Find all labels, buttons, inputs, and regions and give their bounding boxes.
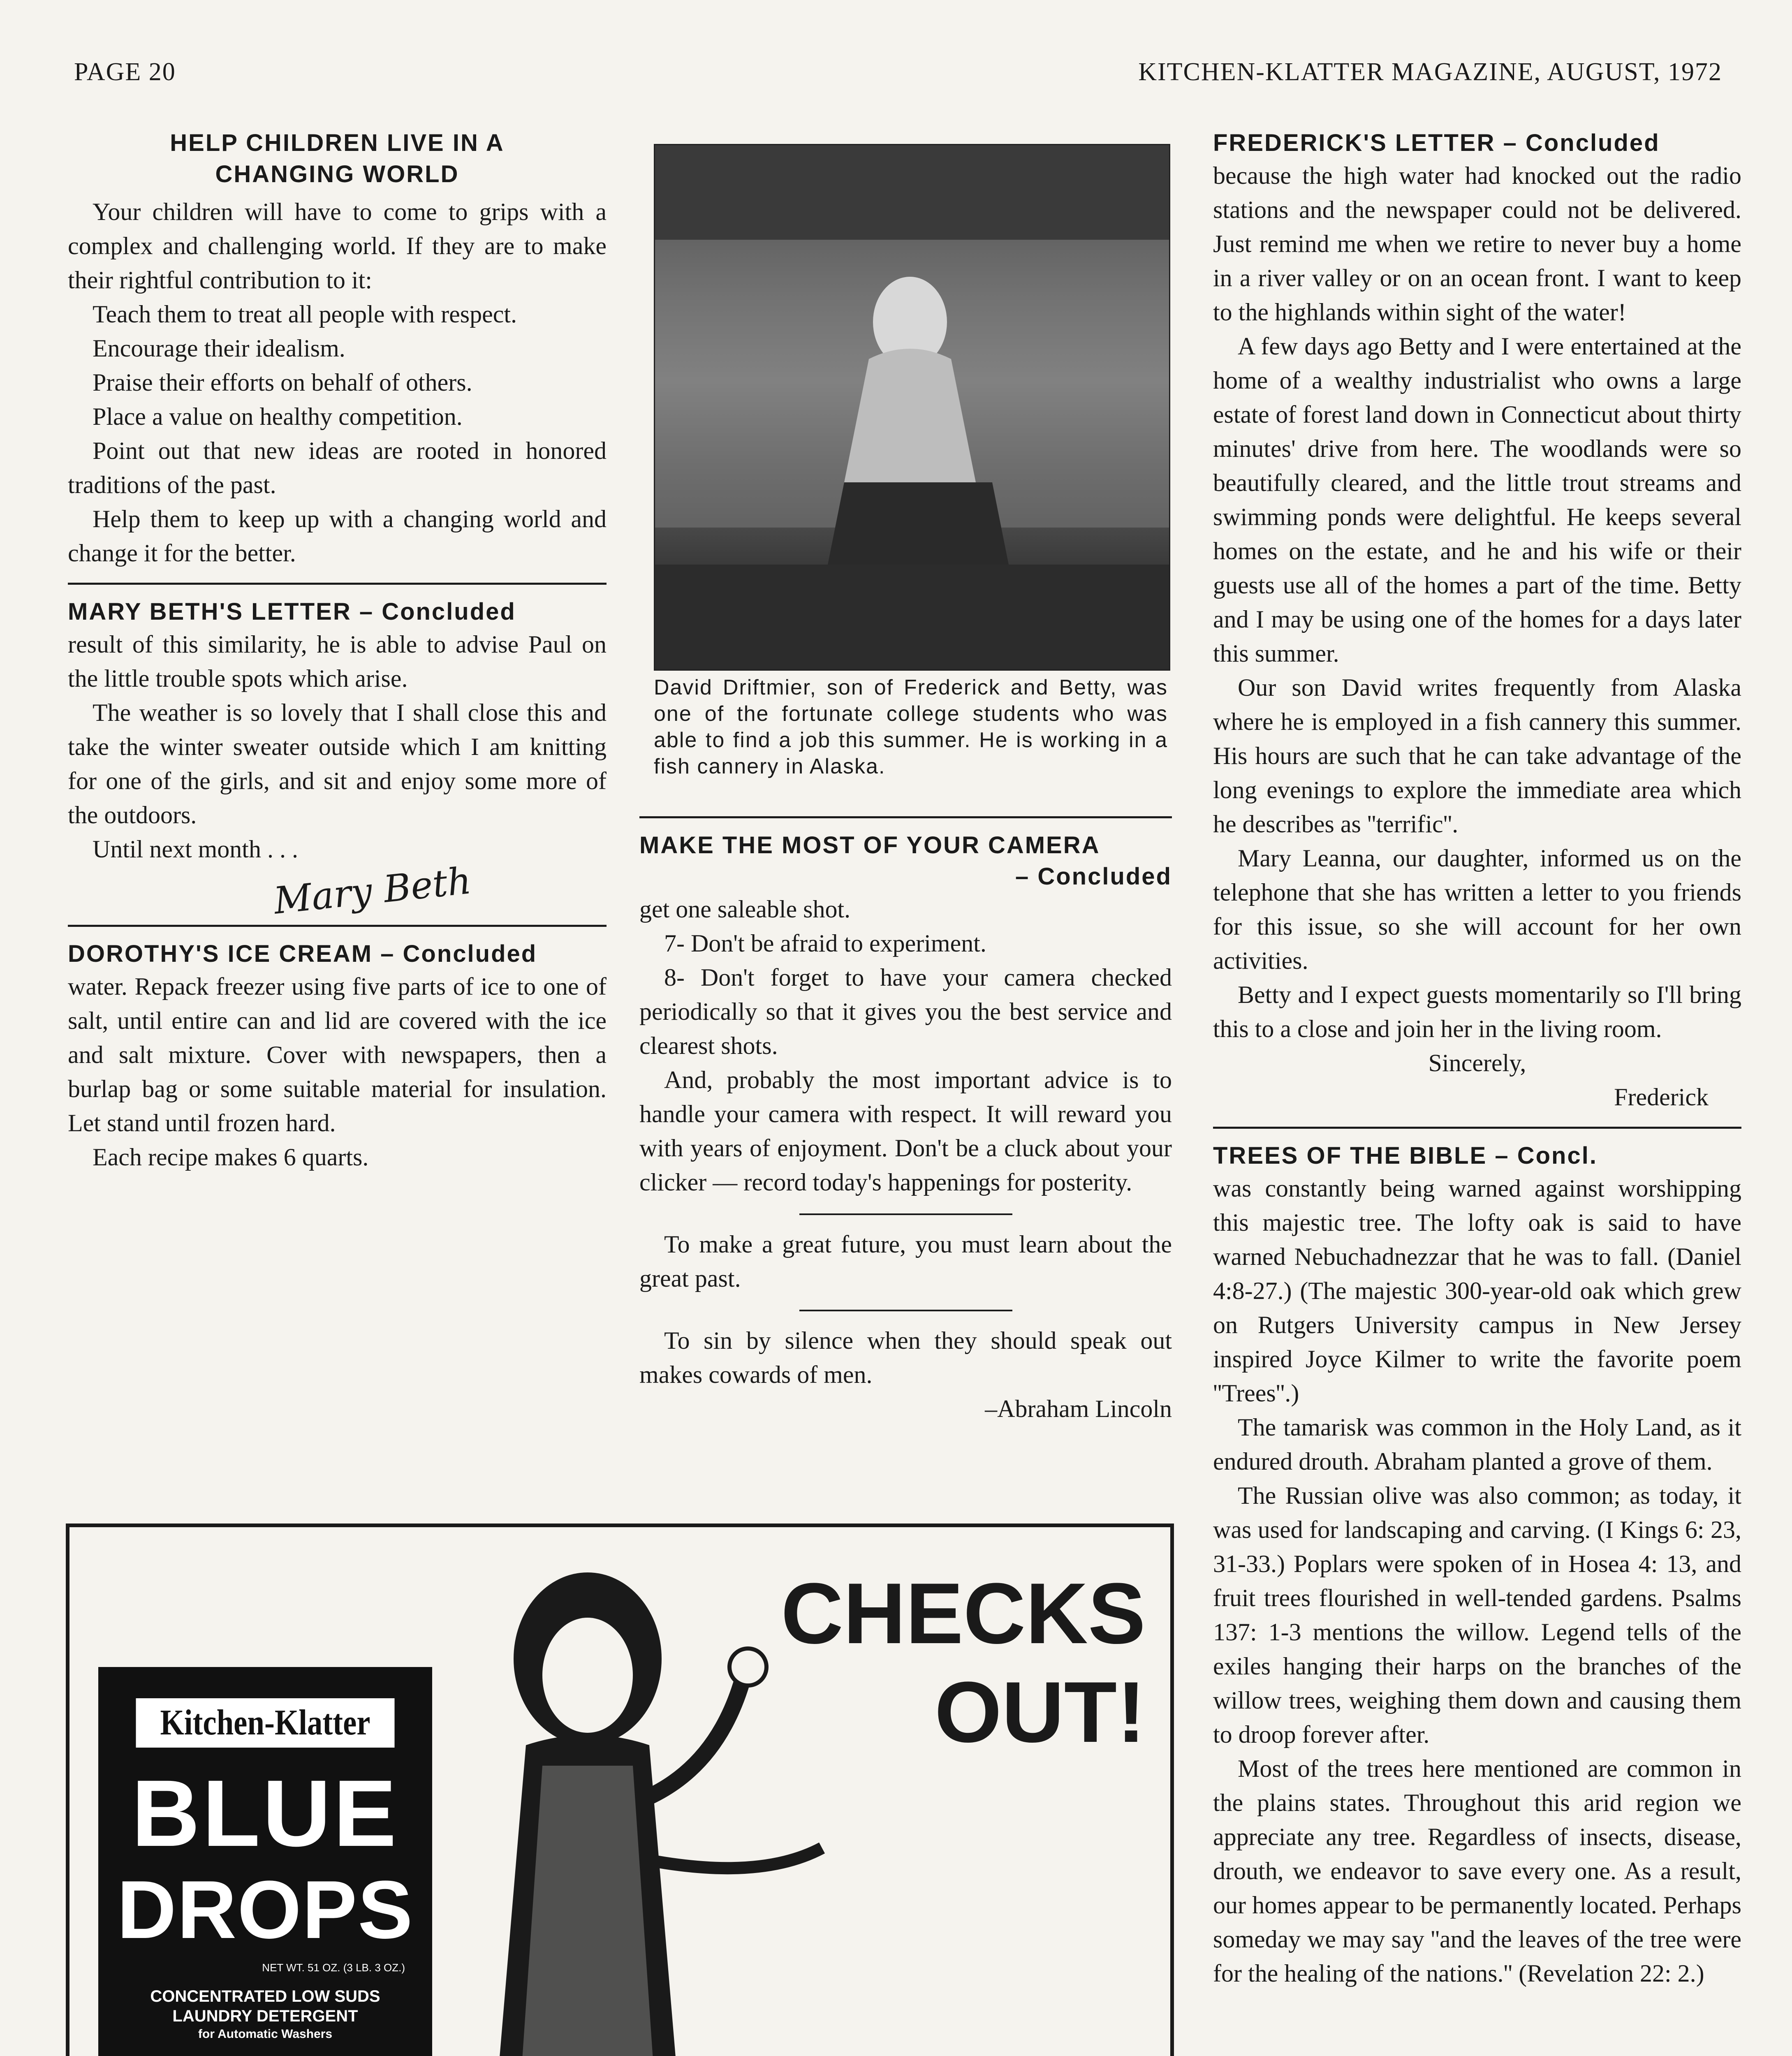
- help-children-para: Praise their efforts on behalf of others.: [93, 369, 472, 396]
- trees-para: Most of the trees here mentioned are common in the plains states. Throughout this arid region we appreciate any tree. Regardless of insects, disease, drouth, we endeavor to save every one. As a result, our homes appear to be permanently located. Perhaps someday we may say ''and the leaves of the tree were for the healing of the nations.'' (Revelation 22: 2.): [1213, 1755, 1741, 1987]
- david-photo: [654, 144, 1170, 671]
- dorothy-para: Each recipe makes 6 quarts.: [93, 1144, 369, 1171]
- product-desc-1: CONCENTRATED LOW SUDS: [150, 1987, 380, 2005]
- mary-beth-para: result of this similarity, he is able to advise Paul on the little trouble spots which arise.: [68, 631, 607, 692]
- woman-illustration: [431, 1552, 863, 2056]
- help-children-title-1: HELP CHILDREN LIVE IN A: [170, 130, 505, 156]
- divider: [1213, 1127, 1741, 1129]
- quote-lincoln: To sin by silence when they should speak out makes cowards of men.: [639, 1327, 1172, 1388]
- mary-beth-para: Until next month . . .: [93, 836, 298, 863]
- product-box: [98, 1667, 432, 2056]
- camera-para: 7- Don't be afraid to experiment.: [664, 930, 986, 957]
- page-number: PAGE 20: [74, 58, 176, 86]
- mary-beth-title: MARY BETH'S LETTER – Concluded: [68, 598, 516, 625]
- divider: [68, 925, 607, 927]
- photo-caption: David Driftmier, son of Frederick and Betty, was one of the fortunate college students who was able to find a job this summer. He is working in a fish cannery in Alaska.: [654, 676, 1168, 778]
- divider: [799, 1213, 1012, 1215]
- camera-para: 8- Don't forget to have your camera checked periodically so that it gives you the best service and clearest shots.: [639, 964, 1172, 1059]
- frederick-closing: Sincerely,: [1428, 1049, 1526, 1077]
- frederick-signature: Frederick: [1614, 1084, 1709, 1111]
- frederick-para: Mary Leanna, our daughter, informed us on the telephone that she has written a letter to you friends for this issue, so she will account for her own activities.: [1213, 845, 1741, 974]
- camera-para: And, probably the most important advice is to handle your camera with respect. It will reward you with years of enjoyment. Don't be a cluck about your clicker — record today's happenings for posterity.: [639, 1066, 1172, 1196]
- dorothy-title: DOROTHY'S ICE CREAM – Concluded: [68, 940, 537, 967]
- quote-author: –Abraham Lincoln: [985, 1395, 1172, 1422]
- help-children-para: Place a value on healthy competition.: [93, 403, 463, 430]
- camera-title: MAKE THE MOST OF YOUR CAMERA: [639, 832, 1100, 859]
- help-children-title-2: CHANGING WORLD: [215, 161, 459, 188]
- help-children-para: Encourage their idealism.: [93, 335, 345, 362]
- blue-drops-ad: [66, 1523, 1174, 2056]
- divider: [799, 1310, 1012, 1311]
- product-net-weight: NET WT. 51 OZ. (3 LB. 3 OZ.): [262, 1961, 405, 1974]
- mary-beth-para: The weather is so lovely that I shall close this and take the winter sweater outside which I am knitting for one of the girls, and sit and enjoy some more of the outdoors.: [68, 699, 607, 829]
- frederick-title: FREDERICK'S LETTER – Concluded: [1213, 130, 1660, 156]
- trees-para: The Russian olive was also common; as today, it was used for landscaping and carving. (I Kings 6: 23, 31-33.) Poplars were spoken of in Hosea 4: 13, and fruit trees flourished in well-tended gardens. Psalms 137: 1-3 mentions the willow. Legend tells of the exiles hanging their harps on the branches of the willow trees, weighing them down and causing them to droop forever after.: [1213, 1482, 1741, 1748]
- camera-para: get one saleable shot.: [639, 896, 851, 923]
- frederick-para: because the high water had knocked out the radio stations and the newspaper could not be delivered. Just remind me when we retire to never buy a home in a river valley or on an ocean front. I want to keep to the highlands within sight of the water!: [1213, 162, 1741, 326]
- left-column: [68, 127, 607, 1174]
- trees-para: was constantly being warned against worshipping this majestic tree. The lofty oak is said to have warned Nebuchadnezzar that he was to fall. (Daniel 4:8-27.) (The majestic 300-year-old oak which grew on Rutgers University campus in New Jersey inspired Joyce Kilmer to write the favorite poem ''Trees''.): [1213, 1175, 1741, 1407]
- help-children-para: Help them to keep up with a changing world and change it for the better.: [68, 505, 607, 567]
- product-brand: Kitchen-Klatter: [136, 1698, 395, 1748]
- frederick-para: Betty and I expect guests momentarily so I'll bring this to a close and join her in the living room.: [1213, 981, 1741, 1042]
- ad-headline-line1: CHECKS: [781, 1565, 1146, 1662]
- help-children-para: Your children will have to come to grips with a complex and challenging world. If they are to make their rightful contribution to it:: [68, 198, 607, 294]
- quote-past: To make a great future, you must learn about the great past.: [639, 1231, 1172, 1292]
- product-name-line2: DROPS: [117, 1864, 414, 1956]
- help-children-para: Teach them to treat all people with respect.: [93, 301, 517, 328]
- frederick-para: Our son David writes frequently from Alaska where he is employed in a fish cannery this summer. His hours are such that he can take advantage of the long evenings to explore the immediate area which he describes as ''terrific''.: [1213, 674, 1741, 838]
- camera-subtitle: – Concluded: [1015, 863, 1172, 890]
- ad-headline-line2: OUT!: [934, 1664, 1146, 1760]
- middle-column: [639, 816, 1172, 1426]
- frederick-para: A few days ago Betty and I were entertained at the home of a wealthy industrialist who owns a large estate of forest land down in Connecticut about thirty minutes' drive from here. The woodlands were so beautifully cleared, and the little trout streams and swimming ponds were delightful. He keeps several homes on the estate, and he and his wife or their guests use all of the homes a part of the time. Betty and I may be using one of the homes for a days later this summer.: [1213, 333, 1741, 667]
- trees-title: TREES OF THE BIBLE – Concl.: [1213, 1142, 1598, 1169]
- dorothy-para: water. Repack freezer using five parts of ice to one of salt, until entire can and lid are covered with the ice and salt mixture. Cover with newspapers, then a burlap bag or some suitable material for insulation. Let stand until frozen hard.: [68, 973, 607, 1137]
- product-desc-3: for Automatic Washers: [198, 2027, 333, 2041]
- product-desc-2: LAUNDRY DETERGENT: [172, 2007, 358, 2025]
- product-name-line1: BLUE: [131, 1760, 399, 1866]
- trees-para: The tamarisk was common in the Holy Land, as it endured drouth. Abraham planted a grove of them.: [1213, 1414, 1741, 1475]
- mary-beth-signature: Mary Beth: [271, 859, 473, 923]
- divider: [639, 816, 1172, 818]
- help-children-para: Point out that new ideas are rooted in honored traditions of the past.: [68, 437, 607, 498]
- right-column: [1213, 127, 1741, 1991]
- publication-title: KITCHEN-KLATTER MAGAZINE, AUGUST, 1972: [1138, 58, 1722, 86]
- divider: [68, 583, 607, 585]
